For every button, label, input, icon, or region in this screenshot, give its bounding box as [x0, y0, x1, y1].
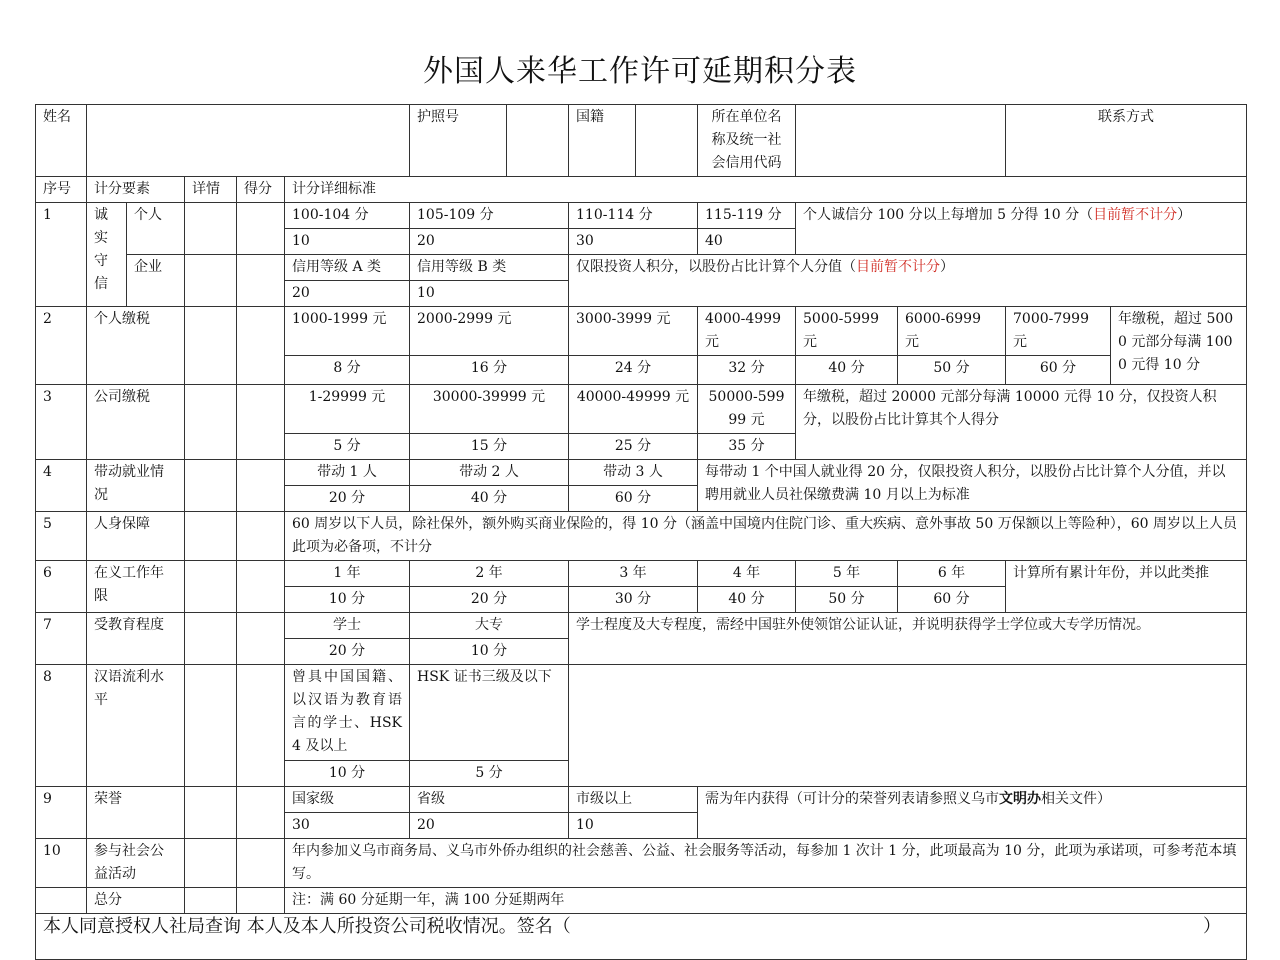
factor-personal-tax: 个人缴税 [87, 307, 185, 385]
passport-label: 护照号 [410, 105, 507, 177]
range-cell: 1-29999 元 [285, 385, 410, 434]
level-cell: HSK 证书三级及以下 [410, 665, 569, 761]
points-cell: 10 [285, 229, 410, 255]
points-cell: 16 分 [410, 356, 569, 385]
row-chinese-1 [36, 665, 1247, 761]
grade-cell: 信用等级 B 类 [410, 255, 569, 281]
note-1a: 个人诚信分 100 分以上每增加 5 分得 10 分（目前暂不计分） [796, 203, 1247, 255]
seq-9: 9 [36, 787, 87, 839]
points-cell: 30 [569, 229, 698, 255]
column-header-row [36, 177, 1247, 203]
points-cell: 10 分 [410, 639, 569, 665]
detail-total[interactable] [185, 888, 237, 914]
detail-3[interactable] [185, 385, 237, 460]
points-cell: 10 [569, 813, 698, 839]
level-cell: 国家级 [285, 787, 410, 813]
row-consent [36, 914, 1247, 960]
range-cell: 5000-5999 元 [796, 307, 898, 356]
range-cell: 110-114 分 [569, 203, 698, 229]
year-cell: 3 年 [569, 561, 698, 587]
points-table [35, 104, 1247, 960]
points-cell: 40 [698, 229, 796, 255]
points-cell: 10 [410, 281, 569, 307]
points-cell: 8 分 [285, 356, 410, 385]
level-cell: 带动 2 人 [410, 460, 569, 486]
note-5: 60 周岁以下人员，除社保外，额外购买商业保险的，得 10 分（涵盖中国境内住院门诊、重大疾病、意外事故 50 万保额以上等险种），60 周岁以上人员此项为必备项，不计分 [285, 512, 1247, 561]
factor-insurance: 人身保障 [87, 512, 185, 561]
range-cell: 105-109 分 [410, 203, 569, 229]
level-cell: 带动 3 人 [569, 460, 698, 486]
score-1b[interactable] [237, 255, 285, 307]
points-cell: 24 分 [569, 356, 698, 385]
year-cell: 4 年 [698, 561, 796, 587]
points-cell: 50 分 [796, 587, 898, 613]
factor-company-tax: 公司缴税 [87, 385, 185, 460]
points-cell: 40 分 [796, 356, 898, 385]
points-cell: 15 分 [410, 434, 569, 460]
points-cell: 60 分 [1006, 356, 1111, 385]
points-cell: 10 分 [285, 587, 410, 613]
seq-1: 1 [36, 203, 87, 307]
note-8 [569, 665, 1247, 787]
points-cell: 10 分 [285, 761, 410, 787]
header-row [36, 105, 1247, 177]
points-cell: 25 分 [569, 434, 698, 460]
row-personal-tax-1 [36, 307, 1247, 356]
note-10: 年内参加义乌市商务局、义乌市外侨办组织的社会慈善、公益、社会服务等活动，每参加 1 次计 1 分，此项最高为 10 分，此项为承诺项，可参考范本填写。 [285, 839, 1247, 888]
range-cell: 115-119 分 [698, 203, 796, 229]
detail-6[interactable] [185, 561, 237, 613]
detail-8[interactable] [185, 665, 237, 787]
points-cell: 20 分 [285, 486, 410, 512]
level-cell: 学士 [285, 613, 410, 639]
row-education-1 [36, 613, 1247, 639]
range-cell: 30000-39999 元 [410, 385, 569, 434]
factor-employment: 带动就业情况 [87, 460, 185, 512]
points-cell: 50 分 [898, 356, 1006, 385]
range-cell: 50000-59999 元 [698, 385, 796, 434]
company-field[interactable] [796, 105, 1006, 177]
factor-years: 在义工作年限 [87, 561, 185, 613]
total-note: 注：满 60 分延期一年，满 100 分延期两年 [285, 888, 1247, 914]
points-cell: 20 [410, 229, 569, 255]
detail-1b[interactable] [185, 255, 237, 307]
nationality-field[interactable] [636, 105, 698, 177]
row-honors-1 [36, 787, 1247, 813]
year-cell: 1 年 [285, 561, 410, 587]
level-cell: 带动 1 人 [285, 460, 410, 486]
note-6: 计算所有累计年份，并以此类推 [1006, 561, 1247, 613]
points-cell: 40 分 [410, 486, 569, 512]
points-cell: 20 [285, 281, 410, 307]
points-cell: 20 分 [410, 587, 569, 613]
note-1b: 仅限投资人积分，以股份占比计算个人分值（目前暂不计分） [569, 255, 1247, 307]
seq-3: 3 [36, 385, 87, 460]
factor-honors: 荣誉 [87, 787, 185, 839]
score-2[interactable] [237, 307, 285, 385]
label-enterprise: 企业 [127, 255, 185, 307]
row-company-tax-1 [36, 385, 1247, 434]
factor-chinese: 汉语流利水平 [87, 665, 185, 787]
score-5[interactable] [237, 512, 285, 561]
seq-2: 2 [36, 307, 87, 385]
note-4: 每带动 1 个中国人就业得 20 分，仅限投资人积分，以股份占比计算个人分值，并以聘用就业人员社保缴费满 10 月以上为标准 [698, 460, 1247, 512]
name-field[interactable] [87, 105, 410, 177]
nationality-label: 国籍 [569, 105, 636, 177]
points-cell: 35 分 [698, 434, 796, 460]
col-factor: 计分要素 [87, 177, 185, 203]
consent-signature[interactable] [36, 914, 1247, 960]
detail-2[interactable] [185, 307, 237, 385]
seq-8: 8 [36, 665, 87, 787]
points-cell: 20 [410, 813, 569, 839]
points-cell: 5 分 [410, 761, 569, 787]
range-cell: 7000-7999 元 [1006, 307, 1111, 356]
points-cell: 20 分 [285, 639, 410, 665]
score-9[interactable] [237, 787, 285, 839]
row-welfare [36, 839, 1247, 888]
detail-4[interactable] [185, 460, 237, 512]
points-cell: 60 分 [569, 486, 698, 512]
range-cell: 1000-1999 元 [285, 307, 410, 356]
row-years-1 [36, 561, 1247, 587]
level-cell: 市级以上 [569, 787, 698, 813]
col-detail: 详情 [185, 177, 237, 203]
col-score: 得分 [237, 177, 285, 203]
factor-education: 受教育程度 [87, 613, 185, 665]
detail-5[interactable] [185, 512, 237, 561]
score-4[interactable] [237, 460, 285, 512]
score-3[interactable] [237, 385, 285, 460]
row-integrity-enterprise-1 [36, 255, 1247, 281]
level-cell: 大专 [410, 613, 569, 639]
range-cell: 2000-2999 元 [410, 307, 569, 356]
points-cell: 32 分 [698, 356, 796, 385]
consent-text: 本人同意授权人社局查询 本人及本人所投资公司税收情况。签名（ [43, 916, 571, 937]
year-cell: 2 年 [410, 561, 569, 587]
signature-close: ） [1203, 916, 1221, 937]
score-total[interactable] [237, 888, 285, 914]
points-cell: 60 分 [898, 587, 1006, 613]
col-seq: 序号 [36, 177, 87, 203]
year-cell: 6 年 [898, 561, 1006, 587]
level-cell: 曾具中国国籍、以汉语为教育语言的学士、HSK4 及以上 [285, 665, 410, 761]
range-cell: 4000-4999 元 [698, 307, 796, 356]
seq-10: 10 [36, 839, 87, 888]
note-2: 年缴税，超过 5000 元部分每满 1000 元得 10 分 [1111, 307, 1247, 385]
note-7: 学士程度及大专程度，需经中国驻外使领馆公证认证，并说明获得学士学位或大专学历情况。 [569, 613, 1247, 665]
seq-5: 5 [36, 512, 87, 561]
range-cell: 100-104 分 [285, 203, 410, 229]
year-cell: 5 年 [796, 561, 898, 587]
factor-integrity: 诚 实 守 信 [87, 203, 127, 307]
points-cell: 40 分 [698, 587, 796, 613]
range-cell: 40000-49999 元 [569, 385, 698, 434]
note-9: 需为年内获得（可计分的荣誉列表请参照义乌市文明办相关文件） [698, 787, 1247, 839]
score-1a[interactable] [237, 203, 285, 255]
note-3: 年缴税，超过 20000 元部分每满 10000 元得 10 分，仅投资人积分，以股份占比计算其个人得分 [796, 385, 1247, 460]
col-standard: 计分详细标准 [285, 177, 1247, 203]
passport-field[interactable] [507, 105, 569, 177]
factor-welfare: 参与社会公益活动 [87, 839, 185, 888]
seq-total [36, 888, 87, 914]
detail-7[interactable] [185, 613, 237, 665]
row-total [36, 888, 1247, 914]
points-cell: 30 [285, 813, 410, 839]
seq-4: 4 [36, 460, 87, 512]
page-title: 外国人来华工作许可延期积分表 [423, 54, 857, 89]
points-cell: 30 分 [569, 587, 698, 613]
seq-6: 6 [36, 561, 87, 613]
score-7[interactable] [237, 613, 285, 665]
score-6[interactable] [237, 561, 285, 613]
range-cell: 3000-3999 元 [569, 307, 698, 356]
grade-cell: 信用等级 A 类 [285, 255, 410, 281]
score-10[interactable] [237, 839, 285, 888]
points-cell: 5 分 [285, 434, 410, 460]
detail-9[interactable] [185, 787, 237, 839]
row-integrity-personal-1 [36, 203, 1247, 229]
level-cell: 省级 [410, 787, 569, 813]
total-label: 总分 [87, 888, 185, 914]
company-label: 所在单位名称及统一社会信用代码 [698, 105, 796, 177]
detail-10[interactable] [185, 839, 237, 888]
row-employment-1 [36, 460, 1247, 486]
row-insurance [36, 512, 1247, 561]
detail-1a[interactable] [185, 203, 237, 255]
contact-label: 联系方式 [1006, 105, 1247, 177]
range-cell: 6000-6999 元 [898, 307, 1006, 356]
label-personal: 个人 [127, 203, 185, 255]
name-label: 姓名 [36, 105, 87, 177]
score-8[interactable] [237, 665, 285, 787]
seq-7: 7 [36, 613, 87, 665]
